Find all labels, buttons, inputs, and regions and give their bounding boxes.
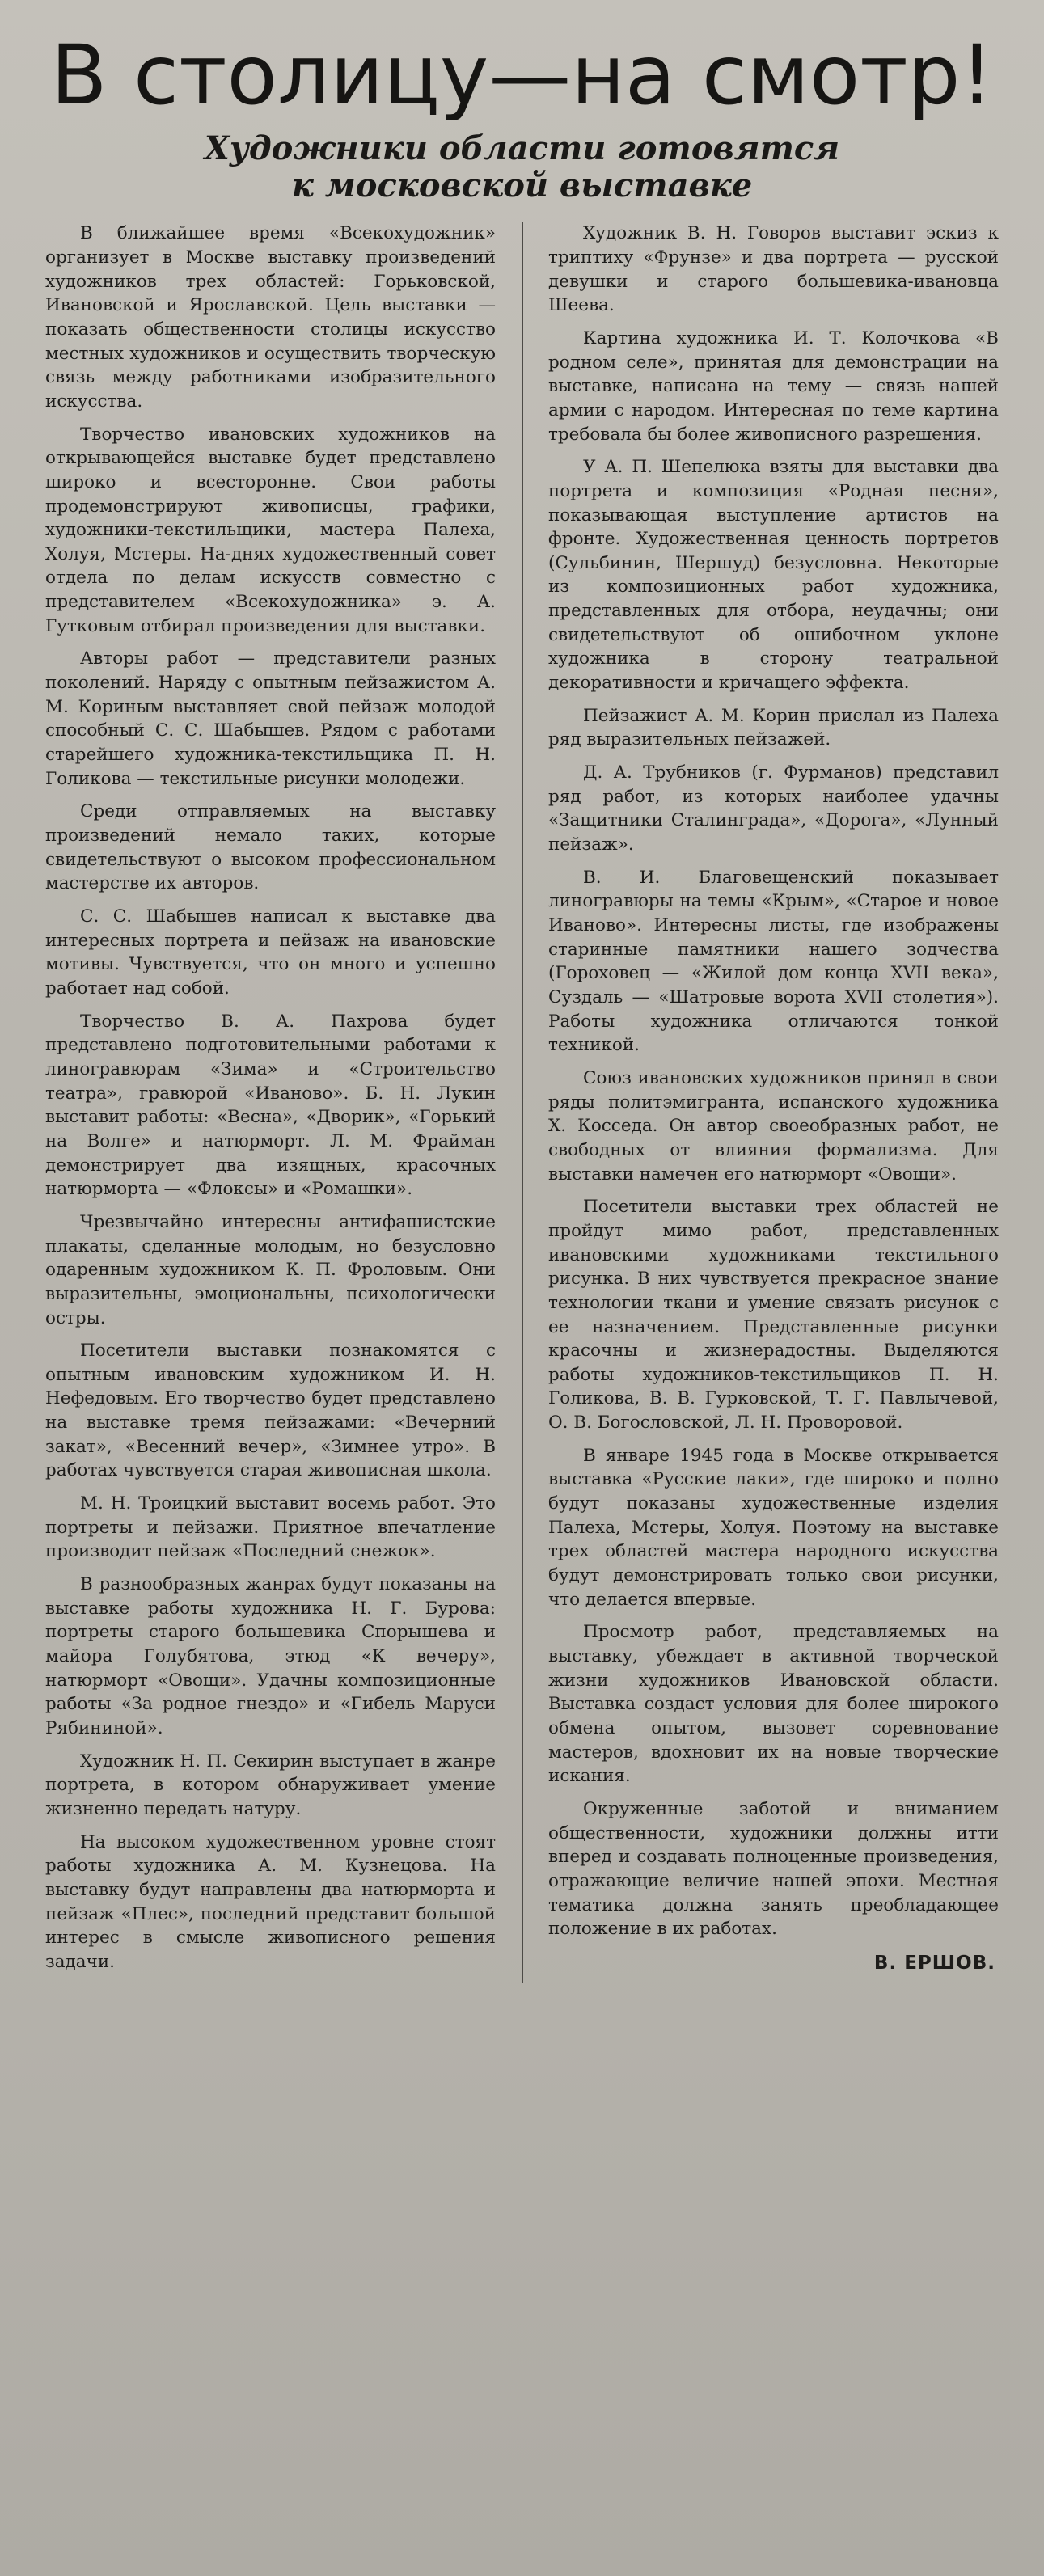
subheadline-line-2: к московской выставке xyxy=(291,166,753,205)
paragraph: Художник В. Н. Говоров выставит эскиз к триптиху «Фрунзе» и два портрета — русской девушки и старого большевика-ивановца Шеева. xyxy=(548,223,999,316)
paragraph: У А. П. Шепелюка взяты для выставки два портрета и композиция «Родная песня», показывающая выступление артистов на фронте. Художественная ценность портретов (Сульбинин, Шершуд) безусловна. Некоторые из композиционных работ художника, представленных для отбора, неудачны; они свидетельствуют об ошибочном уклоне художника в сторону театральной декоративности и кричащего эффекта. xyxy=(548,457,999,694)
paragraph: Союз ивановских художников принял в свои ряды политэмигранта, испанского художника Х. Косседа. Он автор своеобразных работ, не свободных от влияния формализма. Для выставки намечен его натюрморт «Овощи». xyxy=(548,1067,999,1185)
paragraph: Окруженные заботой и вниманием общественности, художники должны итти вперед и создавать полноценные произведения, отражающие величие нашей эпохи. Местная тематика должна занять преобладающее положение в их работах. xyxy=(548,1798,999,1940)
paragraph: В. И. Благовещенский показывает линогравюры на темы «Крым», «Старое и новое Иваново». Интересны листы, где изображены старинные памятники нашего зодчества (Гороховец — «Жилой дом конца XVII века», Суздаль — «Шатровые ворота XVII столетия»). Работы художника отличаются тонкой техникой. xyxy=(548,867,999,1056)
paragraph: Д. А. Трубников (г. Фурманов) представил ряд работ, из которых наиболее удачны «Защитники Сталинграда», «Дорога», «Лунный пейзаж». xyxy=(548,762,999,855)
article-columns xyxy=(45,222,999,1983)
paragraph: М. Н. Троицкий выставит восемь работ. Это портреты и пейзажи. Приятное впечатление производит пейзаж «Последний снежок». xyxy=(45,1493,496,1562)
paragraph: В разнообразных жанрах будут показаны на выставке работы художника Н. Г. Бурова: портреты старого большевика Спорышева и майора Голубятова, этюд «К вечеру», натюрморт «Овощи». Удачны композиционные работы «За родное гнездо» и «Гибель Маруси Рябининой». xyxy=(45,1574,496,1738)
subheadline-line-1: Художники области готовятся xyxy=(204,129,840,168)
paragraph: Среди отправляемых на выставку произведений немало таких, которые свидетельствуют о высоком профессиональном мастерстве их авторов. xyxy=(45,801,496,894)
paragraph: Творчество В. А. Пахрова будет представлено подготовительными работами к линогравюрам «Зима» и «Строительство театра», гравюрой «Иваново». Б. Н. Лукин выставит работы: «Весна», «Дворик», «Горький на Волге» и натюрморт. Л. М. Фрайман демонстрирует два изящных, красочных натюрморта — «Флоксы» и «Ромашки». xyxy=(45,1011,496,1200)
paragraph: На высоком художественном уровне стоят работы художника А. М. Кузнецова. На выставку будут направлены два натюрморта и пейзаж «Плес», последний представит большой интерес в смысле живописного решения задачи. xyxy=(45,1831,496,1972)
paragraph: С. С. Шабышев написал к выставке два интересных портрета и пейзаж на ивановские мотивы. Чувствуется, что он много и успешно работает над собой. xyxy=(45,906,496,999)
paragraph: Пейзажист А. М. Корин прислал из Палеха ряд выразительных пейзажей. xyxy=(548,705,999,750)
column-divider xyxy=(522,222,523,1983)
right-column xyxy=(542,222,999,1983)
paragraph: Творчество ивановских художников на открывающейся выставке будет представлено широко и всесторонне. Свои работы продемонстрируют живописцы, графики, художники-текстильщики, мастера Палеха, Холуя, Мстеры. На-днях художественный совет отдела по делам искусств совместно с представителем «Всекохудожника» э. А. Гутковым отбирал произведения для выставки. xyxy=(45,424,496,636)
subheadline xyxy=(45,130,999,204)
paragraph: Авторы работ — представители разных поколений. Наряду с опытным пейзажистом А. М. Кориным выставляет свой пейзаж молодой способный С. С. Шабышев. Рядом с работами старейшего художника-текстильщика П. Н. Голикова — текстильные рисунки молодежи. xyxy=(45,648,496,789)
paragraph: Художник Н. П. Секирин выступает в жанре портрета, в котором обнаруживает умение жизненно передать натуру. xyxy=(45,1750,496,1819)
paragraph: В январе 1945 года в Москве открывается выставка «Русские лаки», где широко и полно будут показаны художественные изделия Палеха, Мстеры, Холуя. Поэтому на выставке трех областей мастера народного искусства будут демонстрировать только свои рисунки, что делается впервые. xyxy=(548,1445,999,1610)
paragraph: Посетители выставки познакомятся с опытным ивановским художником И. Н. Нефедовым. Его творчество будет представлено на выставке тремя пейзажами: «Вечерний закат», «Весенний вечер», «Зимнее утро». В работах чувствуется старая живописная школа. xyxy=(45,1341,496,1481)
paragraph: Посетители выставки трех областей не пройдут мимо работ, представленных ивановскими художниками текстильного рисунка. В них чувствуется прекрасное знание технологии ткани и умение связать рисунок с ее назначением. Представленные рисунки красочны и жизнерадостны. Выделяются работы художников-текстильщиков П. Н. Голикова, В. В. Гурковской, Т. Г. Павлычевой, О. В. Богословской, Л. Н. Проворовой. xyxy=(548,1197,999,1434)
paragraph: Чрезвычайно интересны антифашистские плакаты, сделанные молодым, но безусловно одаренным художником К. П. Фроловым. Они выразительны, эмоциональны, психологически остры. xyxy=(45,1211,496,1328)
headline: В столицу—на смотр! xyxy=(50,27,994,124)
paragraph: Картина художника И. Т. Колочкова «В родном селе», принятая для демонстрации на выставке, написана на тему — связь нашей армии с народом. Интересная по теме картина требовала бы более живописного разрешения. xyxy=(548,327,999,445)
left-column xyxy=(45,222,502,1983)
paragraph: Просмотр работ, представляемых на выставку, убеждает в активной творческой жизни художников Ивановской области. Выставка создаст условия для более широкого обмена опытом, вызовет соревнование мастеров, вдохновит их на новые творческие искания. xyxy=(548,1622,999,1787)
paragraph: В ближайшее время «Всекохудожник» организует в Москве выставку произведений художников трех областей: Горьковской, Ивановской и Ярославской. Цель выставки — показать общественности столицы искусство местных художников и осуществить творческую связь между работниками изобразительного искусства. xyxy=(45,223,496,412)
author-signature: В. ЕРШОВ. xyxy=(873,1952,995,1974)
